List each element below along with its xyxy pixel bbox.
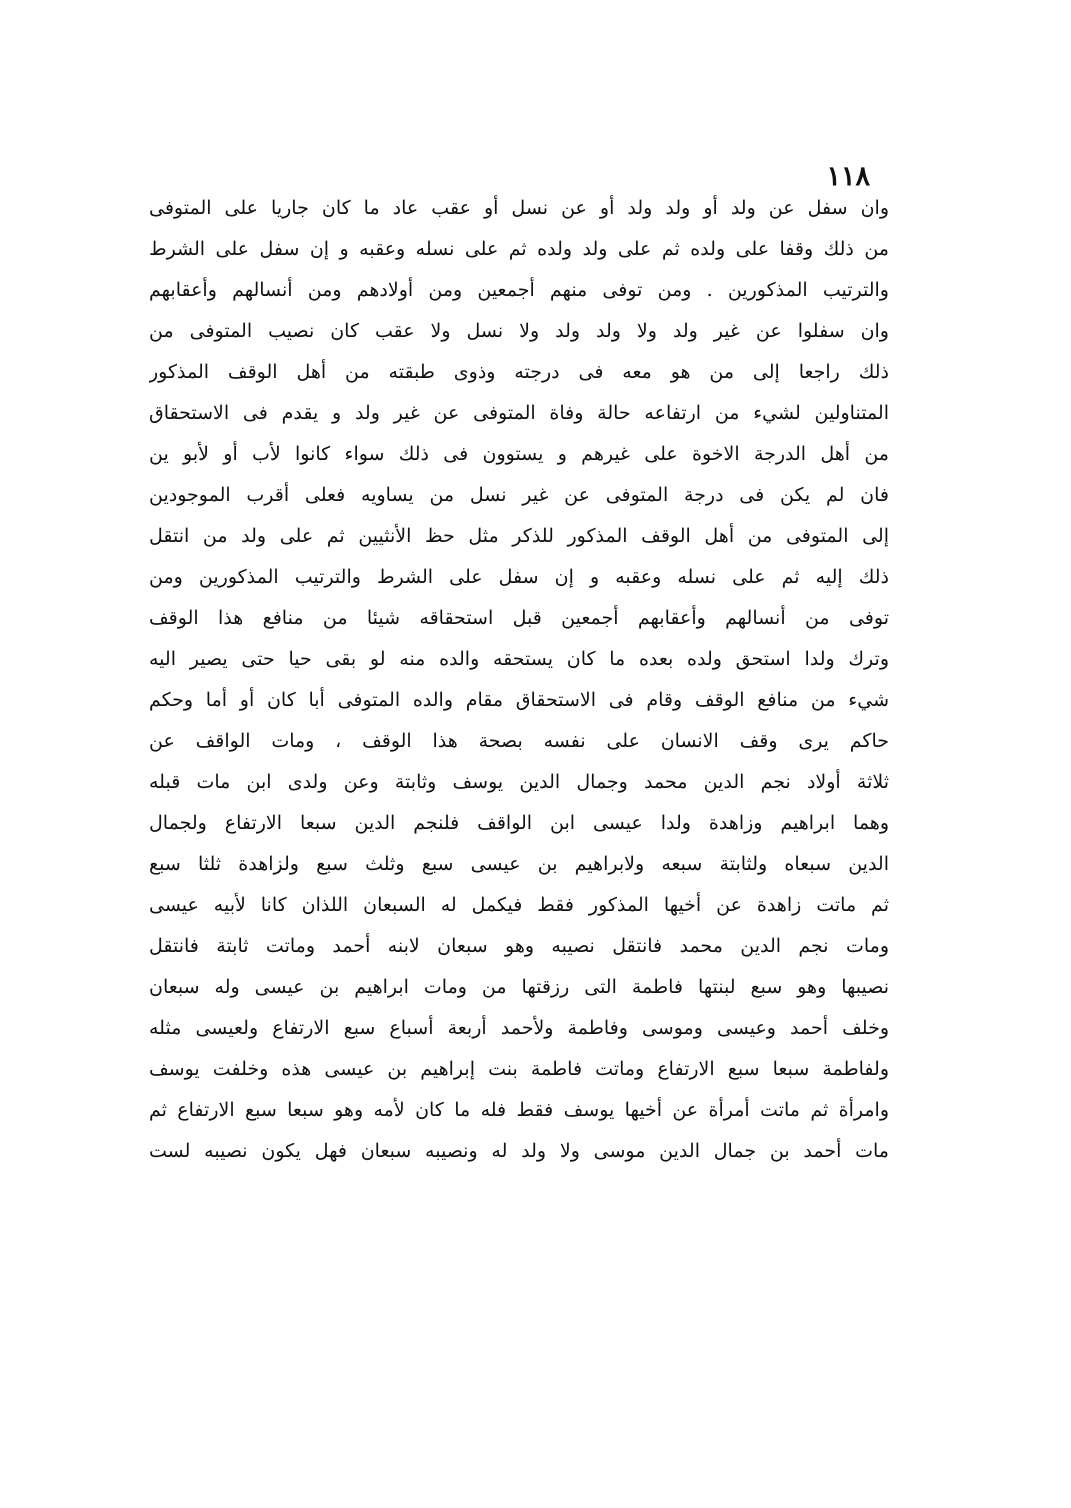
text-line-18: ثم ماتت زاهدة عن أخيها المذكور فقط فيكمل له السبعان اللذان كانا لأبيه عيسى	[149, 894, 889, 916]
text-line-20: نصيبها وهو سبع لبنتها فاطمة التى رزقتها من ومات ابراهيم بن عيسى وله سبعان	[149, 976, 889, 998]
text-line-8: فان لم يكن فى درجة المتوفى عن غير نسل من يساويه فعلى أقرب الموجودين	[149, 484, 889, 506]
text-line-4: وان سفلوا عن غير ولد ولا ولد ولد ولا نسل ولا عقب كان نصيب المتوفى من	[149, 320, 889, 342]
text-line-6: المتناولين لشيء من ارتفاعه حالة وفاة المتوفى عن غير ولد و يقدم فى الاستحقاق	[149, 402, 889, 424]
text-line-10: ذلك إليه ثم على نسله وعقبه و إن سفل على الشرط والترتيب المذكورين ومن	[149, 566, 889, 588]
text-line-12: وترك ولدا استحق ولده بعده ما كان يستحقه والده منه لو بقى حيا حتى يصير اليه	[149, 648, 889, 670]
text-line-3: والترتيب المذكورين . ومن توفى منهم أجمعين ومن أولادهم ومن أنسالهم وأعقابهم	[149, 279, 889, 301]
text-line-24: مات أحمد بن جمال الدين موسى ولا ولد له ونصيبه سبعان فهل يكون نصيبه لست	[149, 1140, 889, 1162]
text-line-17: الدين سبعاه ولثابتة سبعه ولابراهيم بن عيسى سبع وثلث سبع ولزاهدة ثلثا سبع	[149, 853, 889, 875]
text-line-21: وخلف أحمد وعيسى وموسى وفاطمة ولأحمد أربعة أسباع سبع الارتفاع ولعيسى مثله	[149, 1017, 889, 1039]
text-line-15: ثلاثة أولاد نجم الدين محمد وجمال الدين يوسف وثابتة وعن ولدى ابن مات قبله	[149, 771, 889, 793]
text-line-14: حاكم يرى وقف الانسان على نفسه بصحة هذا الوقف ، ومات الواقف عن	[149, 730, 889, 752]
text-line-19: ومات نجم الدين محمد فانتقل نصيبه وهو سبعان لابنه أحمد وماتت ثابتة فانتقل	[149, 935, 889, 957]
text-line-22: ولفاطمة سبعا سبع الارتفاع وماتت فاطمة بنت إبراهيم بن عيسى هذه وخلفت يوسف	[149, 1058, 889, 1080]
text-line-9: إلى المتوفى من أهل الوقف المذكور للذكر مثل حظ الأنثيين ثم على ولد من انتقل	[149, 525, 889, 547]
text-line-13: شيء من منافع الوقف وقام فى الاستحقاق مقام والده المتوفى أبا كان أو أما وحكم	[149, 689, 889, 711]
text-line-1: وان سفل عن ولد أو ولد ولد أو عن نسل أو عقب عاد ما كان جاريا على المتوفى	[149, 197, 889, 219]
text-line-2: من ذلك وقفا على ولده ثم على ولد ولده ثم على نسله وعقبه و إن سفل على الشرط	[149, 238, 889, 260]
text-line-7: من أهل الدرجة الاخوة على غيرهم و يستوون فى ذلك سواء كانوا لأب أو لأبو ين	[149, 443, 889, 465]
text-line-11: توفى من أنسالهم وأعقابهم أجمعين قبل استحقاقه شيئا من منافع هذا الوقف	[149, 607, 889, 629]
text-line-16: وهما ابراهيم وزاهدة ولدا عيسى ابن الواقف فلنجم الدين سبعا الارتفاع ولجمال	[149, 812, 889, 834]
text-line-5: ذلك راجعا إلى من هو معه فى درجته وذوى طبقته من أهل الوقف المذكور	[149, 361, 889, 383]
text-line-23: وامرأة ثم ماتت أمرأة عن أخيها يوسف فقط فله ما كان لأمه وهو سبعا سبع الارتفاع ثم	[149, 1099, 889, 1121]
page-number: ١١٨	[826, 161, 870, 192]
